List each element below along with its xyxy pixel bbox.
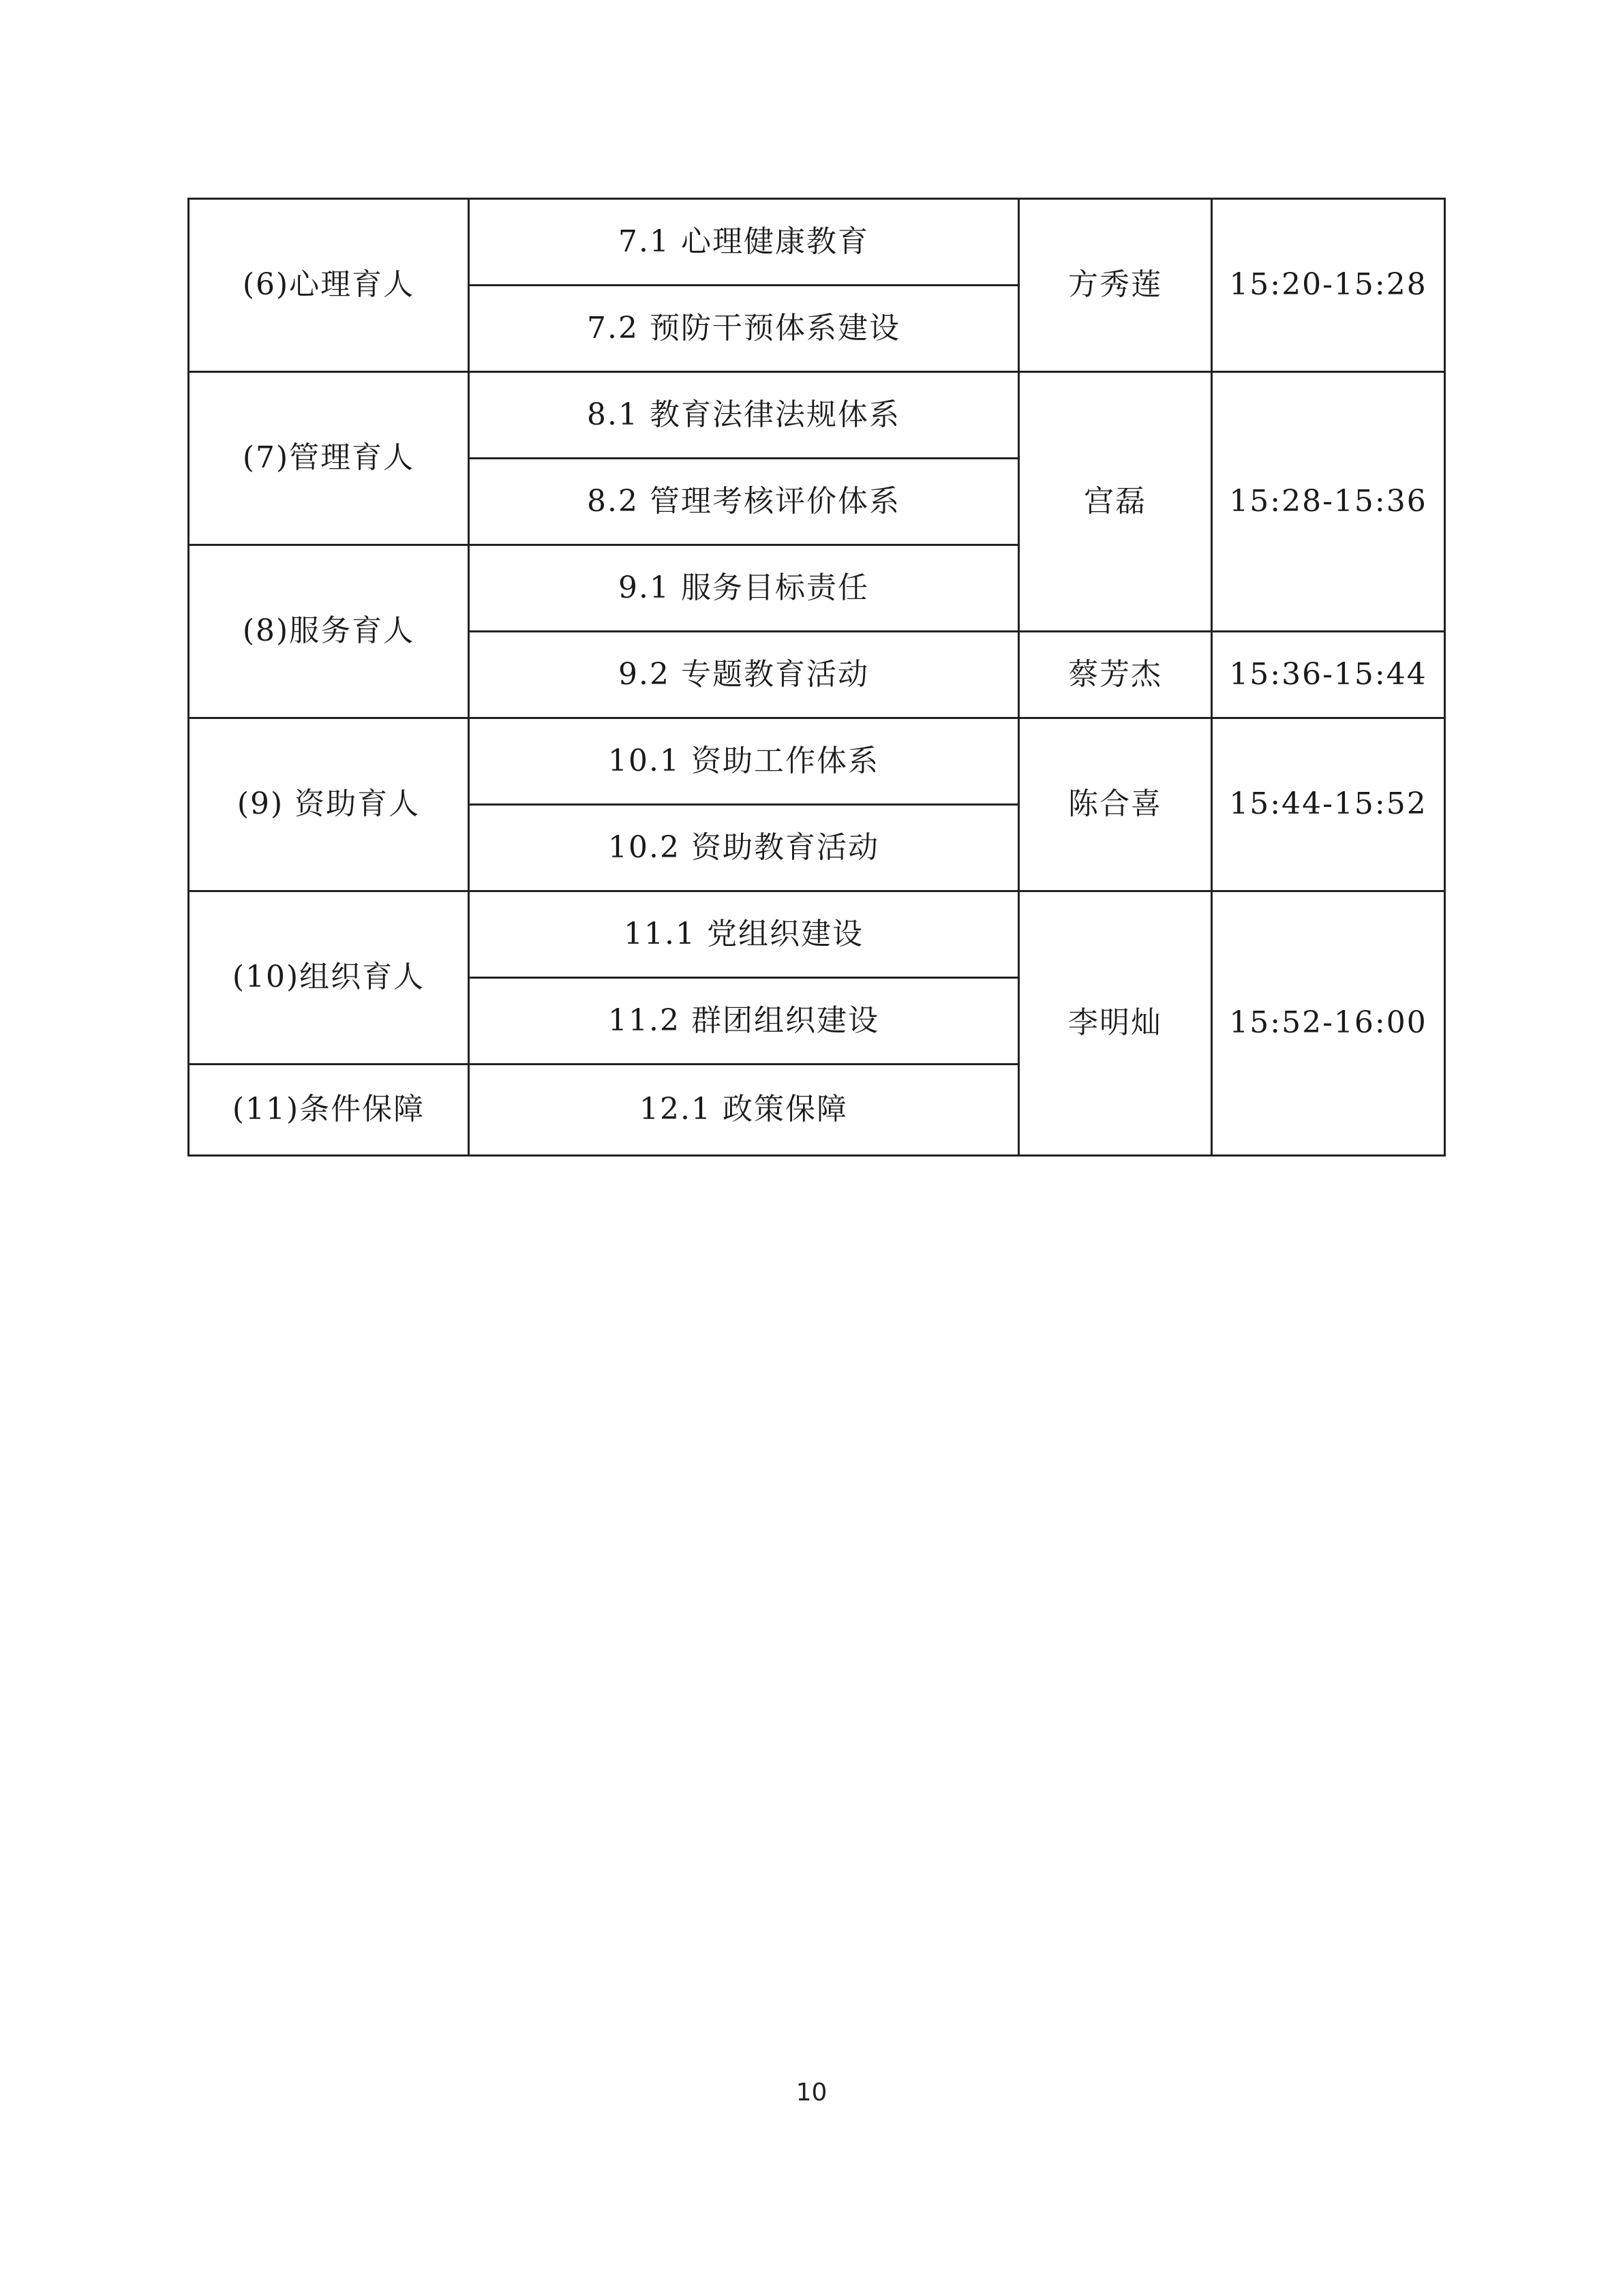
time-cell: 15:36-15:44 [1212, 632, 1445, 718]
category-cell: (10)组织育人 [189, 891, 469, 1065]
table-row [189, 372, 1445, 459]
page-number: 10 [795, 2079, 828, 2107]
item-cell: 10.2 资助教育活动 [469, 805, 1019, 891]
category-cell: (11)条件保障 [189, 1065, 469, 1156]
item-cell: 11.2 群团组织建设 [469, 978, 1019, 1065]
category-cell: (7)管理育人 [189, 372, 469, 545]
item-cell: 8.1 教育法律法规体系 [469, 372, 1019, 459]
person-cell: 方秀莲 [1019, 199, 1212, 372]
table-row [189, 199, 1445, 286]
item-cell: 7.2 预防干预体系建设 [469, 286, 1019, 372]
item-cell: 9.2 专题教育活动 [469, 632, 1019, 718]
time-cell: 15:52-16:00 [1212, 891, 1445, 1156]
item-cell: 7.1 心理健康教育 [469, 199, 1019, 286]
item-cell: 11.1 党组织建设 [469, 891, 1019, 978]
schedule-table [187, 198, 1446, 1157]
time-cell: 15:20-15:28 [1212, 199, 1445, 372]
person-cell: 李明灿 [1019, 891, 1212, 1156]
item-cell: 12.1 政策保障 [469, 1065, 1019, 1156]
category-cell: (9) 资助育人 [189, 718, 469, 891]
item-cell: 9.1 服务目标责任 [469, 545, 1019, 632]
time-cell: 15:28-15:36 [1212, 372, 1445, 632]
time-cell: 15:44-15:52 [1212, 718, 1445, 891]
person-cell: 蔡芳杰 [1019, 632, 1212, 718]
table-row [189, 718, 1445, 805]
person-cell: 陈合喜 [1019, 718, 1212, 891]
person-cell: 宫磊 [1019, 372, 1212, 632]
item-cell: 10.1 资助工作体系 [469, 718, 1019, 805]
category-cell: (8)服务育人 [189, 545, 469, 718]
item-cell: 8.2 管理考核评价体系 [469, 459, 1019, 545]
category-cell: (6)心理育人 [189, 199, 469, 372]
table-row [189, 891, 1445, 978]
